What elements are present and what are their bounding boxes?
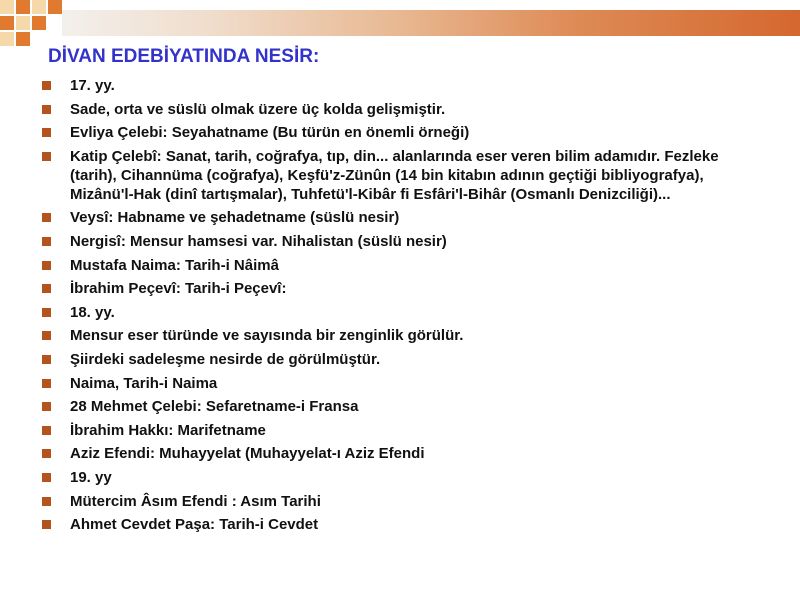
bullet-item xyxy=(42,147,762,204)
bullet-item xyxy=(42,326,762,345)
bullet-text: İbrahim Peçevî: Tarih-i Peçevî: xyxy=(70,280,287,298)
bullet-text: Aziz Efendi: Muhayyelat (Muhayyelat-ı Aziz Efendi xyxy=(70,445,425,463)
bullet-text: Mensur eser türünde ve sayısında bir zenginlik görülür. xyxy=(70,327,464,345)
bullet-item xyxy=(42,303,762,322)
bullet-text: Nergisî: Mensur hamsesi var. Nihalistan (süslü nesir) xyxy=(70,232,447,250)
bullet-text: Naima, Tarih-i Naima xyxy=(70,374,218,392)
deco-square xyxy=(0,16,14,30)
bullet-item xyxy=(42,350,762,369)
deco-square xyxy=(32,0,46,14)
bullet-item xyxy=(42,208,762,227)
bullet-text: İbrahim Hakkı: Marifetname xyxy=(70,421,266,439)
deco-square xyxy=(32,16,46,30)
square-bullet-icon xyxy=(42,497,51,506)
square-bullet-icon xyxy=(42,261,51,270)
bullet-item xyxy=(42,492,762,511)
bullet-text: Mustafa Naima: Tarih-i Nâimâ xyxy=(70,256,279,274)
bullet-item xyxy=(42,279,762,298)
square-bullet-icon xyxy=(42,308,51,317)
bullet-text: Ahmet Cevdet Paşa: Tarih-i Cevdet xyxy=(70,516,319,534)
square-bullet-icon xyxy=(42,402,51,411)
square-bullet-icon xyxy=(42,331,51,340)
bullet-text: 17. yy. xyxy=(70,77,115,94)
bullet-text: 28 Mehmet Çelebi: Sefaretname-i Fransa xyxy=(70,398,359,416)
deco-square xyxy=(16,0,30,14)
bullet-text: Sade, orta ve süslü olmak üzere üç kolda gelişmiştir. xyxy=(70,100,446,118)
decorative-squares xyxy=(0,0,64,48)
square-bullet-icon xyxy=(42,152,51,161)
square-bullet-icon xyxy=(42,426,51,435)
bullet-item xyxy=(42,374,762,393)
bullet-text: Şiirdeki sadeleşme nesirde de görülmüştür. xyxy=(70,350,381,368)
deco-square xyxy=(16,16,30,30)
slide-title: DİVAN EDEBİYATINDA NESİR: xyxy=(48,46,320,67)
bullet-item xyxy=(42,468,762,487)
bullet-text: Mütercim Âsım Efendi : Asım Tarihi xyxy=(70,492,321,510)
bullet-list xyxy=(42,76,762,539)
bullet-item xyxy=(42,421,762,440)
bullet-item xyxy=(42,515,762,534)
bullet-text: Veysî: Habname ve şehadetname (süslü nesir) xyxy=(70,209,400,227)
bullet-item xyxy=(42,256,762,275)
square-bullet-icon xyxy=(42,355,51,364)
deco-square xyxy=(0,0,14,14)
square-bullet-icon xyxy=(42,105,51,114)
square-bullet-icon xyxy=(42,379,51,388)
square-bullet-icon xyxy=(42,128,51,137)
bullet-item xyxy=(42,100,762,119)
bullet-item xyxy=(42,123,762,142)
bullet-text: 18. yy. xyxy=(70,303,115,321)
square-bullet-icon xyxy=(42,237,51,246)
square-bullet-icon xyxy=(42,449,51,458)
decorative-gradient-bar xyxy=(62,10,800,36)
square-bullet-icon xyxy=(42,473,51,482)
square-bullet-icon xyxy=(42,520,51,529)
deco-square xyxy=(16,32,30,46)
square-bullet-icon xyxy=(42,213,51,222)
bullet-item xyxy=(42,397,762,416)
deco-square xyxy=(0,32,14,46)
bullet-item xyxy=(42,444,762,463)
deco-square xyxy=(48,0,62,14)
bullet-item xyxy=(42,76,762,95)
square-bullet-icon xyxy=(42,284,51,293)
bullet-item xyxy=(42,232,762,251)
bullet-text: Katip Çelebî: Sanat, tarih, coğrafya, tıp, din... alanlarında eser veren bilim adamıdır. Fezleke (tarih), Cihannüma (coğrafya), Keşfü'z-Zünûn (14 bin kitabın adının geçtiği bibliyografya), Mizânü'l-Hak (dinî tartışmalar), Tuhfetü'l-Kibâr fi Esfâri'l-Bihâr (Osmanlı Denizciliği)... xyxy=(70,147,719,203)
bullet-text: Evliya Çelebi: Seyahatname (Bu türün en önemli örneği) xyxy=(70,124,470,142)
bullet-text: 19. yy xyxy=(70,468,112,486)
square-bullet-icon xyxy=(42,81,51,90)
